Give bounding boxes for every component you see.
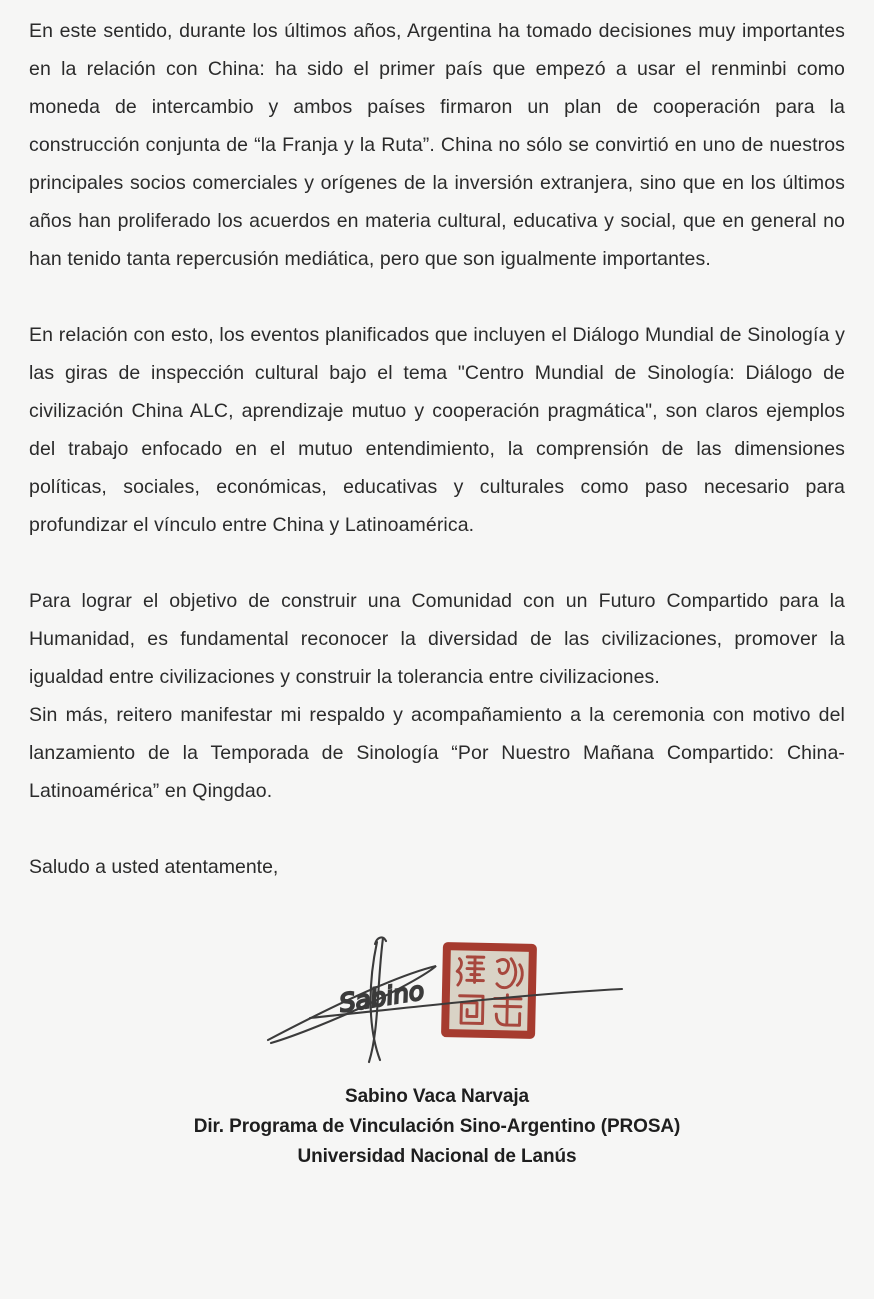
signature-scrawl-text: Sabino [337,975,427,1018]
paragraph-shared-future: Para lograr el objetivo de construir una Comunidad con un Futuro Compartido para la Humanidad, es fundamental reconocer la diversidad de las civilizaciones, promover la igualdad entre civilizaciones y construir la tolerancia entre civilizaciones. [29,590,845,688]
paragraph-relations-china: En este sentido, durante los últimos años, Argentina ha tomado decisiones muy importantes en la relación con China: ha sido el primer país que empezó a usar el renminbi como moneda de intercambio y ambos países firmaron un plan de cooperación para la construcción conjunta de “la Franja y la Ruta”. China no sólo se convirtió en uno de nuestros principales socios comerciales y orígenes de la inversión extranjera, sino que en los últimos años han proliferado los acuerdos en materia cultural, educativa y social, que en general no han tenido tanta repercusión mediática, pero que son igualmente importantes. [29,20,845,270]
handwritten-signature [255,924,635,1074]
letter-body [29,12,845,810]
closing-salutation: Saludo a usted atentamente, [29,856,279,878]
signature-block [29,924,845,1074]
paragraph-ceremony-support: Sin más, reitero manifestar mi respaldo y acompañamiento a la ceremonia con motivo del lanzamiento de la Temporada de Sinología “Por Nuestro Mañana Compartido: China-Latinoamérica” en Qingdao. [29,704,845,802]
signer-name: Sabino Vaca Narvaja [345,1086,529,1107]
signer-title: Dir. Programa de Vinculación Sino-Argentino (PROSA) [193,1116,681,1137]
signer-identity [29,1082,845,1172]
signer-organization: Universidad Nacional de Lanús [297,1146,577,1167]
paragraph-sinology-events: En relación con esto, los eventos planificados que incluyen el Diálogo Mundial de Sinología y las giras de inspección cultural bajo el tema "Centro Mundial de Sinología: Diálogo de civilización China ALC, aprendizaje mutuo y cooperación pragmática", son claros ejemplos del trabajo enfocado en el mutuo entendimiento, la comprensión de las dimensiones políticas, sociales, económicas, educativas y culturales como paso necesario para profundizar el vínculo entre China y Latinoamérica. [29,324,845,536]
